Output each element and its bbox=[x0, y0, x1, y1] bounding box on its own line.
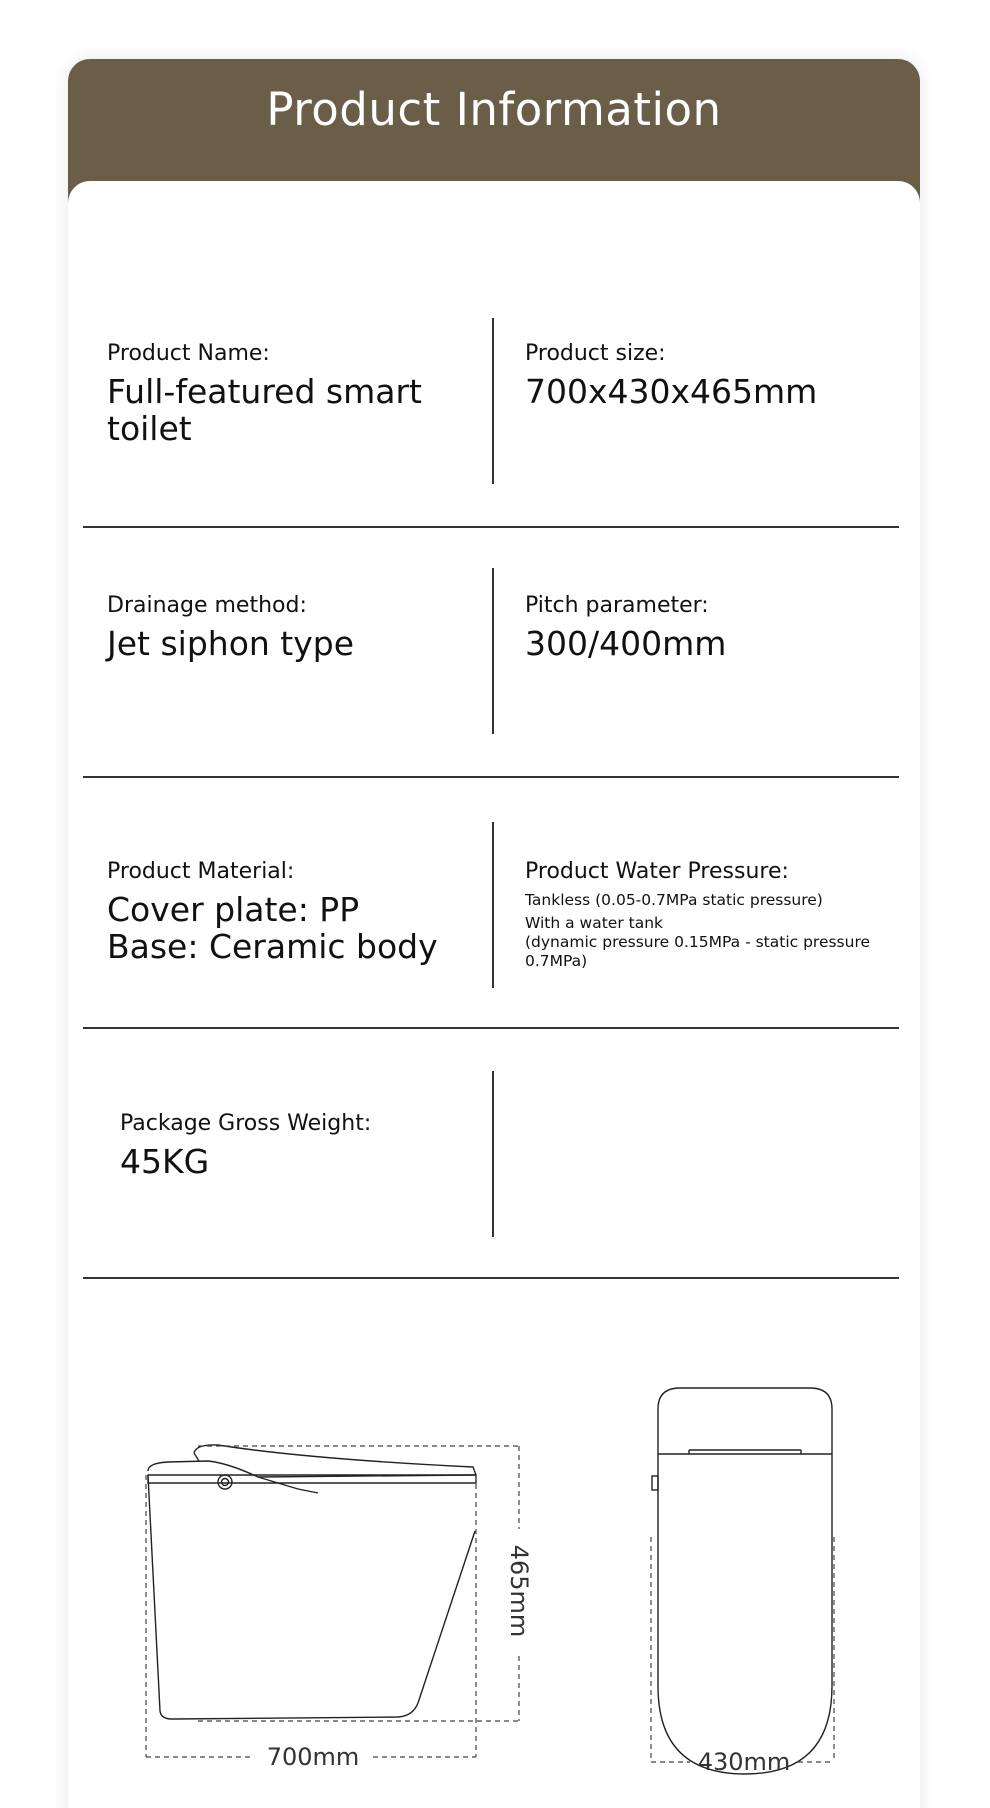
spec-label: Pitch parameter: bbox=[525, 593, 709, 618]
spec-value-base: Base: Ceramic body bbox=[107, 927, 438, 966]
column-divider bbox=[492, 318, 494, 484]
width-dimension-label: 700mm bbox=[266, 1743, 360, 1771]
spec-product-material bbox=[107, 859, 492, 965]
spec-value: Jet siphon type bbox=[107, 624, 355, 663]
depth-dimension-label: 430mm bbox=[697, 1748, 791, 1776]
column-divider bbox=[492, 1071, 494, 1237]
column-divider bbox=[492, 822, 494, 988]
spec-label: Product Material: bbox=[107, 859, 295, 884]
spec-label: Product Name: bbox=[107, 341, 270, 366]
spec-pitch-parameter bbox=[525, 593, 905, 662]
spec-drainage-method bbox=[107, 593, 487, 662]
side-dimension-lines bbox=[146, 1446, 519, 1757]
spec-gross-weight bbox=[120, 1111, 480, 1180]
pressure-tankless: Tankless (0.05-0.7MPa static pressure) bbox=[525, 891, 823, 909]
spec-label: Product size: bbox=[525, 341, 666, 366]
pressure-tank: With a water tank bbox=[525, 914, 664, 932]
height-dimension-label: 465mm bbox=[505, 1544, 533, 1638]
spec-value: 45KG bbox=[120, 1142, 210, 1181]
page-title: Product Information bbox=[266, 83, 722, 136]
spec-value: 300/400mm bbox=[525, 624, 727, 663]
spec-value-cover: Cover plate: PP bbox=[107, 890, 360, 929]
spec-label: Drainage method: bbox=[107, 593, 307, 618]
row-divider bbox=[83, 776, 899, 778]
spec-label: Package Gross Weight: bbox=[120, 1111, 372, 1136]
pressure-tank-detail: (dynamic pressure 0.15MPa - static pressure 0.7MPa) bbox=[525, 933, 871, 970]
toilet-top-view bbox=[652, 1388, 832, 1774]
product-info-card bbox=[68, 59, 920, 1808]
dimension-diagram bbox=[68, 1291, 920, 1808]
row-divider bbox=[83, 1277, 899, 1279]
spec-value: 700x430x465mm bbox=[525, 372, 818, 411]
spec-water-pressure bbox=[525, 859, 890, 971]
column-divider bbox=[492, 568, 494, 734]
row-divider bbox=[83, 1027, 899, 1029]
spec-panel bbox=[68, 181, 920, 1808]
row-divider bbox=[83, 526, 899, 528]
spec-product-size bbox=[525, 341, 905, 410]
top-dimension-lines bbox=[651, 1537, 834, 1762]
toilet-side-view bbox=[148, 1445, 476, 1719]
spec-product-name bbox=[107, 341, 487, 447]
spec-value: Full-featured smart toilet bbox=[107, 372, 422, 448]
spec-label: Product Water Pressure: bbox=[525, 859, 789, 884]
